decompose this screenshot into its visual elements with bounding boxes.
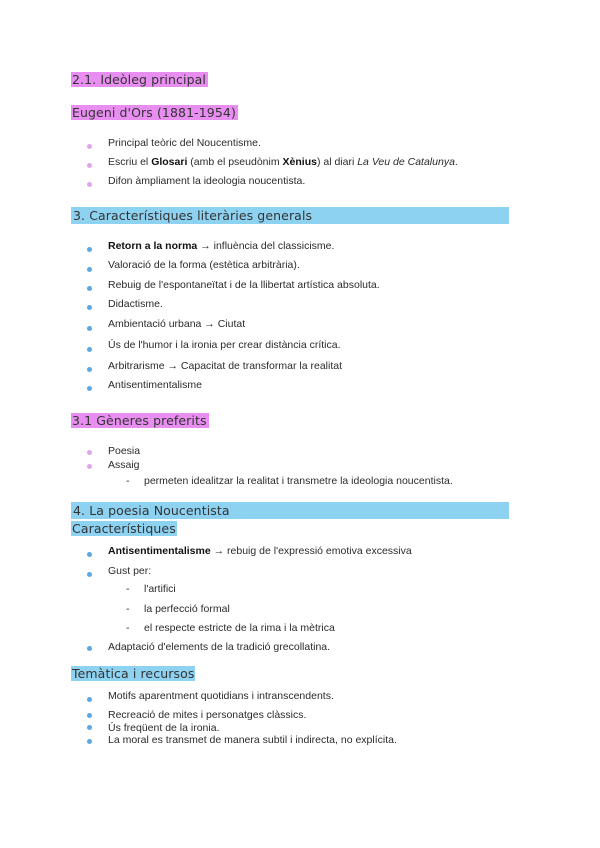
list-item: Difon àmpliament la ideologia noucentista. bbox=[90, 175, 570, 194]
document-page: 2.1. Ideòleg principal Eugeni d'Ors (1881-1954) Principal teòric del Noucentisme. Escriu el Glosari (amb el pseudònim Xènius) al diari La Veu de Catalunya. Difon àmpliament la ideologia noucentista. 3. Característiques literàries generals Retorn a la norma → influència del classicisme. Valoració de la forma (estètica arbitrària). Rebuig de l'espontaneïtat i de la llibertat artística absoluta. Didactisme. Ambientació urbana → Ciutat Ús de l'humor i la ironia per crear distància crítica. Arbitrarisme → Capacitat de transformar la realitat Antisentimentalisme 3.1 Gèneres preferits Poesia Assaig - permeten idealitzar la realitat i transmetre la ideologia noucentista. 4. La poesia Noucentista Característiques Antisentimentalisme → rebuig de l'expressió emotiva excessiva Gust per: - l'artifici - la perfecció formal - el respecte estricte de la rima i la mètrica Adaptació d'elements de la tradició grecollatina. Temàtica i recursos Motifs aparentment quotidians i intranscendents. Recreació de mites i personatges clàssics. Ús freqüent de la ironia. La moral es transmet de manera subtil i indirecta, no explícita. bbox=[0, 0, 600, 848]
bullet-icon bbox=[87, 347, 92, 352]
list-item: Gust per: bbox=[90, 565, 570, 585]
heading-poesia-noucentista: 4. La poesia Noucentista bbox=[71, 502, 509, 519]
list-item: La moral es transmet de manera subtil i indirecta, no explícita. bbox=[90, 734, 570, 748]
list-item: Arbitrarisme → Capacitat de transformar la realitat bbox=[90, 360, 570, 379]
bullet-icon bbox=[87, 326, 92, 331]
list-item: Motifs aparentment quotidians i intranscendents. bbox=[90, 690, 570, 709]
list-poesia-2 bbox=[90, 641, 570, 655]
list-poesia-1 bbox=[90, 545, 570, 584]
list-item: Ambientació urbana → Ciutat bbox=[90, 318, 570, 339]
bullet-icon bbox=[87, 144, 92, 149]
subheading-caracteristiques: Característiques bbox=[72, 521, 176, 536]
bullet-icon bbox=[87, 552, 92, 557]
list-item: Ús freqüent de la ironia. bbox=[90, 722, 570, 735]
subheading-eugeni-dors: Eugeni d'Ors (1881-1954) bbox=[72, 105, 236, 120]
bullet-icon bbox=[87, 450, 92, 455]
heading-caracteristiques-generals: 3. Característiques literàries generals bbox=[71, 207, 509, 224]
list-item: Retorn a la norma → influència del classicisme. bbox=[90, 240, 570, 259]
bullet-icon bbox=[87, 386, 92, 391]
list-item: Poesia bbox=[90, 445, 570, 459]
bullet-icon bbox=[87, 572, 92, 577]
bullet-icon bbox=[87, 367, 92, 372]
bullet-icon bbox=[87, 697, 92, 702]
bullet-icon bbox=[87, 305, 92, 310]
list-item: Rebuig de l'espontaneïtat i de la llibertat artística absoluta. bbox=[90, 279, 570, 298]
list-item: Recreació de mites i personatges clàssics. bbox=[90, 709, 570, 722]
list-item: Antisentimentalisme → rebuig de l'expressió emotiva excessiva bbox=[90, 545, 570, 565]
list-item: Principal teòric del Noucentisme. bbox=[90, 137, 570, 156]
list-item: Assaig bbox=[90, 459, 570, 473]
list-ideoleg bbox=[90, 137, 570, 194]
list-item: Escriu el Glosari (amb el pseudònim Xènius) al diari La Veu de Catalunya. bbox=[90, 156, 570, 175]
list-item: Adaptació d'elements de la tradició grecollatina. bbox=[90, 641, 570, 655]
list-item: Ús de l'humor i la ironia per crear distància crítica. bbox=[90, 339, 570, 360]
list-caracteristiques-generals bbox=[90, 240, 570, 398]
list-tematica bbox=[90, 690, 570, 748]
list-item: Valoració de la forma (estètica arbitrària). bbox=[90, 259, 570, 278]
bullet-icon bbox=[87, 646, 92, 651]
list-item: Didactisme. bbox=[90, 298, 570, 317]
list-item: Antisentimentalisme bbox=[90, 379, 570, 398]
bullet-icon bbox=[87, 739, 92, 744]
bullet-icon bbox=[87, 713, 92, 718]
subheading-tematica-recursos: Temàtica i recursos bbox=[72, 666, 195, 681]
bullet-icon bbox=[87, 247, 92, 252]
bullet-icon bbox=[87, 286, 92, 291]
list-generes bbox=[90, 445, 570, 473]
bullet-icon bbox=[87, 464, 92, 469]
bullet-icon bbox=[87, 267, 92, 272]
bullet-icon bbox=[87, 182, 92, 187]
bullet-icon bbox=[87, 725, 92, 730]
heading-generes-preferits: 3.1 Gèneres preferits bbox=[72, 413, 207, 428]
heading-ideoleg-principal: 2.1. Ideòleg principal bbox=[72, 72, 206, 87]
bullet-icon bbox=[87, 163, 92, 168]
